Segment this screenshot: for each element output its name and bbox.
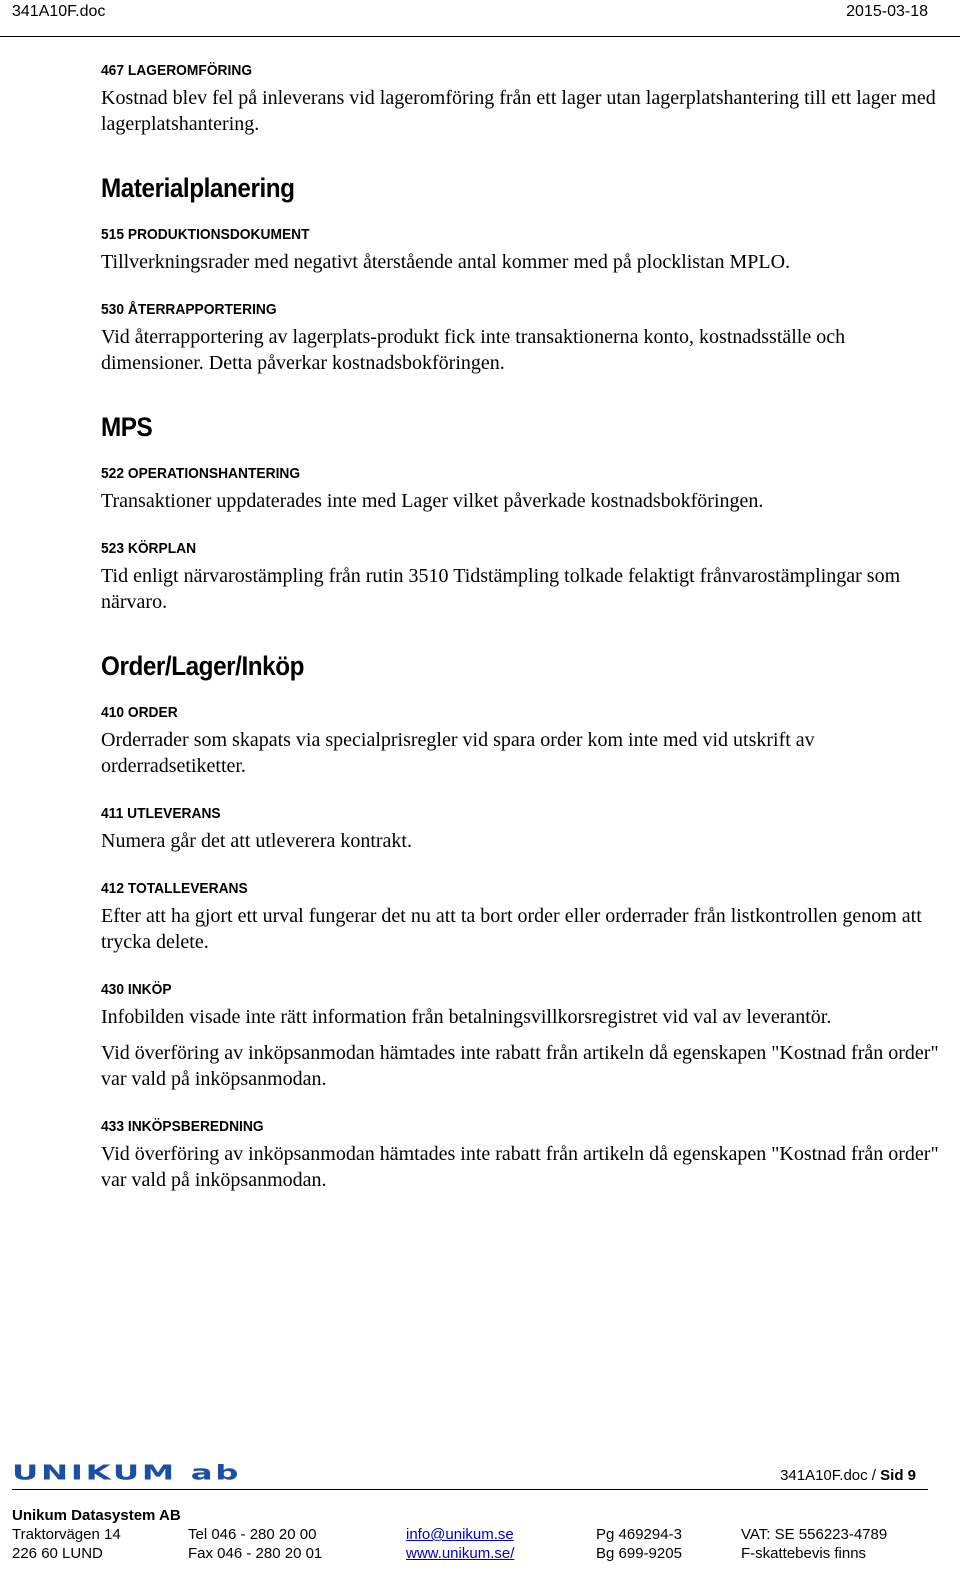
item-paragraph: Tid enligt närvarostämpling från rutin 3510 Tidstämpling tolkade felaktigt frånvarostämplingar som närvaro. <box>101 565 901 613</box>
item-heading: 530 ÅTERRAPPORTERING <box>101 301 277 318</box>
page-footer <box>12 1506 942 1563</box>
item-paragraph: Vid överföring av inköpsanmodan hämtades inte rabatt från artikeln då egenskapen "Kostnad från order" var vald på inköpsanmodan. <box>101 1143 939 1191</box>
section-gap <box>101 641 951 651</box>
website-link[interactable]: www.unikum.se/ <box>406 1545 515 1562</box>
footer-row <box>12 1525 942 1544</box>
section-gap <box>101 1219 951 1229</box>
email-link[interactable]: info@unikum.se <box>406 1526 514 1543</box>
item-paragraph: Infobilden visade inte rätt information från betalningsvillkorsregistret vid val av leverantör. <box>101 1006 832 1028</box>
footer-row <box>12 1544 942 1563</box>
item-paragraph: Kostnad blev fel på inleverans vid lageromföring från ett lager utan lagerplatshantering till ett lager med lagerplatshantering. <box>101 87 936 135</box>
bg-number: Bg 699-9205 <box>596 1545 682 1562</box>
footer-divider <box>12 1489 928 1490</box>
item-paragraph: Orderrader som skapats via specialprisregler vid spara order kom inte med vid utskrift av orderradsetiketter. <box>101 729 815 777</box>
item-heading: 430 INKÖP <box>101 981 172 998</box>
logo-text: UNIKUM ab <box>12 1461 242 1485</box>
ftax-note: F-skattebevis finns <box>741 1545 867 1562</box>
header-date: 2015-03-18 <box>846 3 928 20</box>
section-gap <box>101 402 951 412</box>
pg-number: Pg 469294-3 <box>596 1526 682 1543</box>
phone-number: Tel 046 - 280 20 00 <box>188 1526 317 1543</box>
section-title: Order/Lager/Inköp <box>101 651 305 681</box>
section-title: MPS <box>101 412 153 442</box>
header-filename: 341A10F.doc <box>12 3 106 20</box>
item-heading: 412 TOTALLEVERANS <box>101 880 248 897</box>
item-heading: 467 LAGEROMFÖRING <box>101 62 253 79</box>
item-paragraph: Vid återrapportering av lagerplats-produkt fick inte transaktionerna konto, kostnadsställe och dimensioner. Detta påverkar kostnadsbokföringen. <box>101 326 846 374</box>
item-heading: 433 INKÖPSBEREDNING <box>101 1118 264 1135</box>
item-paragraph: Vid överföring av inköpsanmodan hämtades inte rabatt från artikeln då egenskapen "Kostnad från order" var vald på inköpsanmodan. <box>101 1042 939 1090</box>
unikum-logo <box>12 1461 242 1489</box>
vat-number: VAT: SE 556223-4789 <box>741 1526 888 1543</box>
item-paragraph: Tillverkningsrader med negativt återstående antal kommer med på plocklistan MPLO. <box>101 251 791 273</box>
item-paragraph: Numera går det att utleverera kontrakt. <box>101 830 412 852</box>
page-number: Sid 9 <box>880 1467 916 1484</box>
item-heading: 523 KÖRPLAN <box>101 540 197 557</box>
item-heading: 522 OPERATIONSHANTERING <box>101 465 301 482</box>
sections-container <box>101 173 951 1229</box>
address-street: Traktorvägen 14 <box>12 1526 121 1543</box>
item-heading: 410 ORDER <box>101 704 178 721</box>
page-header <box>0 0 960 37</box>
document-body <box>101 62 951 1229</box>
page-reference <box>780 1467 916 1484</box>
item-heading: 411 UTLEVERANS <box>101 805 221 822</box>
footer-doc: 341A10F.doc / <box>780 1467 881 1484</box>
fax-number: Fax 046 - 280 20 01 <box>188 1545 323 1562</box>
item-paragraph: Transaktioner uppdaterades inte med Lager vilket påverkade kostnadsbokföringen. <box>101 490 764 512</box>
section-title: Materialplanering <box>101 173 295 203</box>
item-heading: 515 PRODUKTIONSDOKUMENT <box>101 226 310 243</box>
item-paragraph: Efter att ha gjort ett urval fungerar det nu att ta bort order eller orderrader från listkontrollen genom att trycka delete. <box>101 905 922 953</box>
company-name: Unikum Datasystem AB <box>12 1507 181 1524</box>
address-city: 226 60 LUND <box>12 1545 103 1562</box>
